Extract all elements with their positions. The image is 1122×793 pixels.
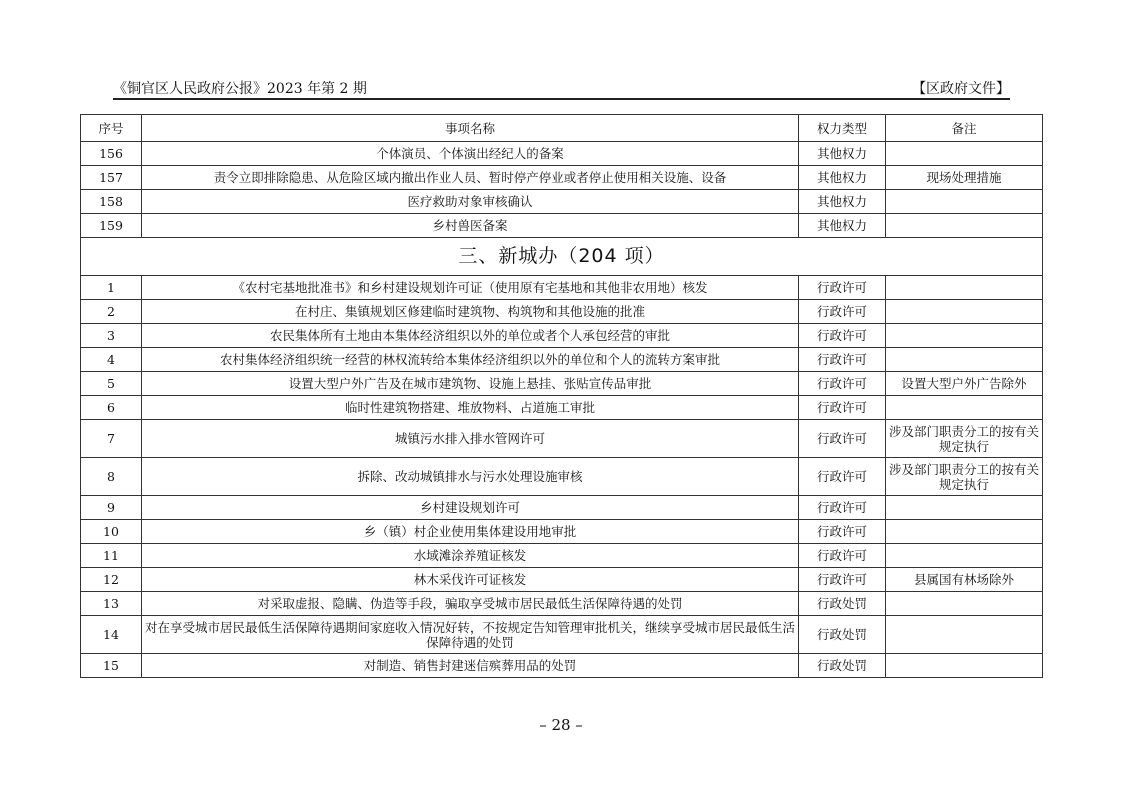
table-row xyxy=(81,458,1043,496)
table-body-before-section xyxy=(81,142,1043,238)
table-row xyxy=(81,592,1043,616)
cell-power-type: 其他权力 xyxy=(799,214,886,238)
cell-note: 设置大型户外广告除外 xyxy=(886,372,1043,396)
cell-item-name: 对制造、销售封建迷信殡葬用品的处罚 xyxy=(142,654,799,678)
cell-power-type: 行政许可 xyxy=(799,324,886,348)
cell-note xyxy=(886,520,1043,544)
cell-item-name: 责令立即排除隐患、从危险区域内撤出作业人员、暂时停产停业或者停止使用相关设施、设备 xyxy=(142,166,799,190)
cell-item-name: 个体演员、个体演出经纪人的备案 xyxy=(142,142,799,166)
cell-note: 现场处理措施 xyxy=(886,166,1043,190)
section-title: 三、新城办（204 项） xyxy=(81,238,1043,276)
table-row xyxy=(81,190,1043,214)
cell-number: 14 xyxy=(81,616,142,654)
cell-note xyxy=(886,214,1043,238)
cell-number: 6 xyxy=(81,396,142,420)
cell-item-name: 临时性建筑物搭建、堆放物料、占道施工审批 xyxy=(142,396,799,420)
cell-note xyxy=(886,276,1043,300)
cell-power-type: 行政许可 xyxy=(799,458,886,496)
cell-number: 159 xyxy=(81,214,142,238)
cell-note: 县属国有林场除外 xyxy=(886,568,1043,592)
cell-note xyxy=(886,190,1043,214)
cell-item-name: 农民集体所有土地由本集体经济组织以外的单位或者个人承包经营的审批 xyxy=(142,324,799,348)
cell-item-name: 城镇污水排入排水管网许可 xyxy=(142,420,799,458)
cell-note xyxy=(886,142,1043,166)
column-header-item-name: 事项名称 xyxy=(142,115,799,142)
cell-note xyxy=(886,544,1043,568)
table-header-row xyxy=(81,115,1043,142)
table-row xyxy=(81,544,1043,568)
cell-item-name: 水域滩涂养殖证核发 xyxy=(142,544,799,568)
cell-number: 8 xyxy=(81,458,142,496)
table-row xyxy=(81,324,1043,348)
cell-power-type: 行政许可 xyxy=(799,276,886,300)
cell-power-type: 行政许可 xyxy=(799,496,886,520)
cell-note: 涉及部门职责分工的按有关规定执行 xyxy=(886,458,1043,496)
table-row xyxy=(81,654,1043,678)
cell-item-name: 拆除、改动城镇排水与污水处理设施审核 xyxy=(142,458,799,496)
section-title-row xyxy=(81,238,1043,276)
cell-item-name: 《农村宅基地批准书》和乡村建设规划许可证（使用原有宅基地和其他非农用地）核发 xyxy=(142,276,799,300)
header-publication-title: 《铜官区人民政府公报》2023 年第 2 期 xyxy=(113,81,367,97)
page-header xyxy=(113,78,1010,100)
cell-power-type: 行政许可 xyxy=(799,300,886,324)
table-row xyxy=(81,214,1043,238)
table-row xyxy=(81,276,1043,300)
cell-number: 158 xyxy=(81,190,142,214)
cell-note xyxy=(886,616,1043,654)
cell-number: 11 xyxy=(81,544,142,568)
cell-note xyxy=(886,496,1043,520)
cell-number: 12 xyxy=(81,568,142,592)
cell-power-type: 行政许可 xyxy=(799,396,886,420)
table-row xyxy=(81,496,1043,520)
cell-note xyxy=(886,324,1043,348)
table-row xyxy=(81,568,1043,592)
cell-note xyxy=(886,300,1043,324)
cell-note xyxy=(886,396,1043,420)
cell-power-type: 其他权力 xyxy=(799,166,886,190)
cell-number: 7 xyxy=(81,420,142,458)
cell-number: 2 xyxy=(81,300,142,324)
cell-item-name: 乡村建设规划许可 xyxy=(142,496,799,520)
cell-number: 157 xyxy=(81,166,142,190)
table-row xyxy=(81,420,1043,458)
power-list-table xyxy=(80,114,1043,678)
cell-number: 13 xyxy=(81,592,142,616)
column-header-note: 备注 xyxy=(886,115,1043,142)
column-header-number: 序号 xyxy=(81,115,142,142)
table-row xyxy=(81,348,1043,372)
cell-power-type: 其他权力 xyxy=(799,142,886,166)
cell-number: 3 xyxy=(81,324,142,348)
cell-number: 5 xyxy=(81,372,142,396)
table-row xyxy=(81,142,1043,166)
cell-number: 4 xyxy=(81,348,142,372)
cell-item-name: 在村庄、集镇规划区修建临时建筑物、构筑物和其他设施的批准 xyxy=(142,300,799,324)
table-row xyxy=(81,396,1043,420)
cell-power-type: 行政许可 xyxy=(799,520,886,544)
cell-power-type: 行政处罚 xyxy=(799,616,886,654)
cell-note xyxy=(886,592,1043,616)
table-row xyxy=(81,166,1043,190)
table-row xyxy=(81,300,1043,324)
page-number: – 28 – xyxy=(539,716,583,734)
cell-number: 9 xyxy=(81,496,142,520)
cell-power-type: 行政许可 xyxy=(799,420,886,458)
cell-note: 涉及部门职责分工的按有关规定执行 xyxy=(886,420,1043,458)
cell-item-name: 设置大型户外广告及在城市建筑物、设施上悬挂、张贴宣传品审批 xyxy=(142,372,799,396)
cell-number: 10 xyxy=(81,520,142,544)
cell-power-type: 其他权力 xyxy=(799,190,886,214)
cell-power-type: 行政许可 xyxy=(799,544,886,568)
cell-item-name: 对采取虚报、隐瞒、伪造等手段，骗取享受城市居民最低生活保障待遇的处罚 xyxy=(142,592,799,616)
header-section-label: 【区政府文件】 xyxy=(912,81,1010,97)
table-body-after-section xyxy=(81,276,1043,678)
cell-item-name: 乡（镇）村企业使用集体建设用地审批 xyxy=(142,520,799,544)
cell-power-type: 行政许可 xyxy=(799,348,886,372)
cell-number: 1 xyxy=(81,276,142,300)
cell-power-type: 行政处罚 xyxy=(799,592,886,616)
cell-note xyxy=(886,654,1043,678)
cell-item-name: 对在享受城市居民最低生活保障待遇期间家庭收入情况好转，不按规定告知管理审批机关，继续享受城市居民最低生活保障待遇的处罚 xyxy=(142,616,799,654)
cell-item-name: 林木采伐许可证核发 xyxy=(142,568,799,592)
cell-item-name: 农村集体经济组织统一经营的林权流转给本集体经济组织以外的单位和个人的流转方案审批 xyxy=(142,348,799,372)
column-header-power-type: 权力类型 xyxy=(799,115,886,142)
cell-item-name: 医疗救助对象审核确认 xyxy=(142,190,799,214)
cell-power-type: 行政处罚 xyxy=(799,654,886,678)
cell-note xyxy=(886,348,1043,372)
cell-number: 156 xyxy=(81,142,142,166)
cell-power-type: 行政许可 xyxy=(799,372,886,396)
cell-item-name: 乡村兽医备案 xyxy=(142,214,799,238)
table-row xyxy=(81,520,1043,544)
cell-number: 15 xyxy=(81,654,142,678)
table-row xyxy=(81,616,1043,654)
table-row xyxy=(81,372,1043,396)
cell-power-type: 行政许可 xyxy=(799,568,886,592)
